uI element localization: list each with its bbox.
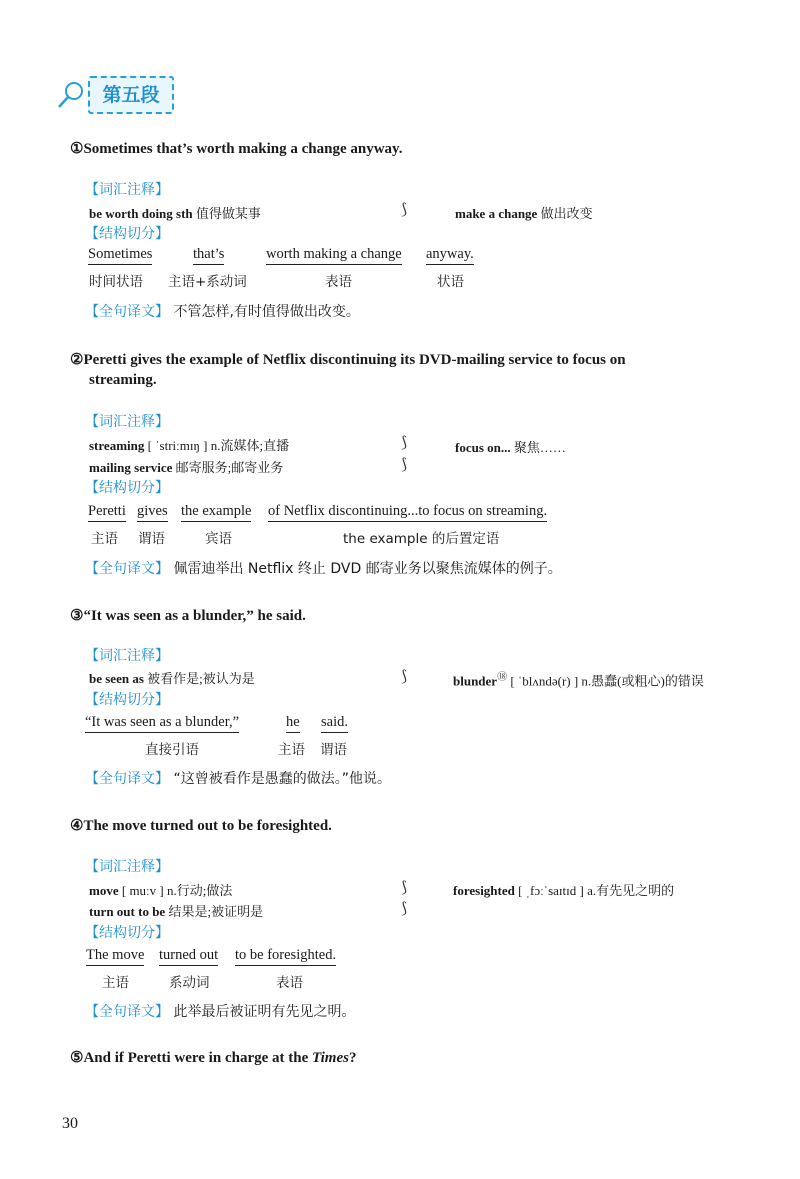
divider-squiggle: ⟆ [401,200,407,218]
translation: 【全句译文】 “这曾被看作是愚蠢的做法。”他说。 [85,771,391,787]
segment-label: 主语+系动词 [168,274,247,290]
divider-squiggle: ⟆ [401,878,407,896]
segment: of Netflix discontinuing...to focus on streaming. [268,503,547,522]
translation: 【全句译文】 佩雷迪举出 Netflix 终止 DVD 邮寄业务以聚焦流媒体的例子。 [85,561,562,577]
vocab-tag: 【词汇注释】 [85,182,169,198]
segment: anyway. [426,246,474,265]
segment: Sometimes [88,246,152,265]
sentence-2-cont: streaming. [89,372,157,388]
segment: Peretti [88,503,126,522]
struct-tag: 【结构切分】 [85,692,169,708]
vocab-entry: streaming [ ˈstriːmɪŋ ] n.流媒体;直播 [89,438,290,453]
vocab-entry: turn out to be 结果是;被证明是 [89,904,264,919]
divider-squiggle: ⟆ [401,667,407,685]
segment: worth making a change [266,246,402,265]
divider-squiggle: ⟆ [401,433,407,451]
segment: that’s [193,246,224,265]
divider-squiggle: ⟆ [401,899,407,917]
segment: The move [86,947,144,966]
segment-label: 表语 [276,975,303,991]
segment: “It was seen as a blunder,” [85,714,239,733]
vocab-entry: blunder⑱ [ ˈblʌndə(r) ] n.愚蠢(或粗心)的错误 [453,672,704,689]
segment: he [286,714,300,733]
sentence-4: ④The move turned out to be foresighted. [70,818,332,834]
vocab-tag: 【词汇注释】 [85,648,169,664]
translation: 【全句译文】 不管怎样,有时值得做出改变。 [85,304,360,320]
segment-label: 系动词 [169,975,210,991]
segment-label: 表语 [325,274,352,290]
segment-label: 谓语 [320,742,347,758]
segment-label: 主语 [278,742,305,758]
magnifier-icon [56,80,86,110]
segment: to be foresighted. [235,947,336,966]
segment-label: the example 的后置定语 [343,531,500,547]
sentence-5: ⑤And if Peretti were in charge at the Times? [70,1050,357,1066]
page-number: 30 [62,1115,78,1132]
segment: turned out [159,947,218,966]
vocab-entry: be worth doing sth 值得做某事 [89,206,261,221]
vocab-entry: focus on... 聚焦…… [455,440,566,455]
struct-tag: 【结构切分】 [85,925,169,941]
segment: gives [137,503,168,522]
translation: 【全句译文】 此举最后被证明有先见之明。 [85,1004,356,1020]
segment: the example [181,503,251,522]
segment-label: 谓语 [138,531,165,547]
divider-squiggle: ⟆ [401,455,407,473]
section-title: 第五段 [88,76,174,114]
segment: said. [321,714,348,733]
segment-label: 状语 [437,274,464,290]
vocab-entry: mailing service 邮寄服务;邮寄业务 [89,460,284,475]
vocab-entry: make a change 做出改变 [455,206,593,221]
sentence-2: ②Peretti gives the example of Netflix discontinuing its DVD-mailing service to focus on [70,352,626,368]
segment-label: 直接引语 [145,742,199,758]
vocab-entry: move [ muːv ] n.行动;做法 [89,883,233,898]
segment-label: 时间状语 [89,274,143,290]
vocab-tag: 【词汇注释】 [85,859,169,875]
vocab-entry: be seen as 被看作是;被认为是 [89,671,255,686]
sentence-3: ③“It was seen as a blunder,” he said. [70,608,306,624]
segment-label: 主语 [91,531,118,547]
vocab-tag: 【词汇注释】 [85,414,169,430]
struct-tag: 【结构切分】 [85,226,169,242]
struct-tag: 【结构切分】 [85,480,169,496]
sentence-1: ①Sometimes that’s worth making a change anyway. [70,141,403,157]
segment-label: 主语 [102,975,129,991]
segment-label: 宾语 [205,531,232,547]
vocab-entry: foresighted [ ˌfɔːˈsaɪtɪd ] a.有先见之明的 [453,883,675,898]
